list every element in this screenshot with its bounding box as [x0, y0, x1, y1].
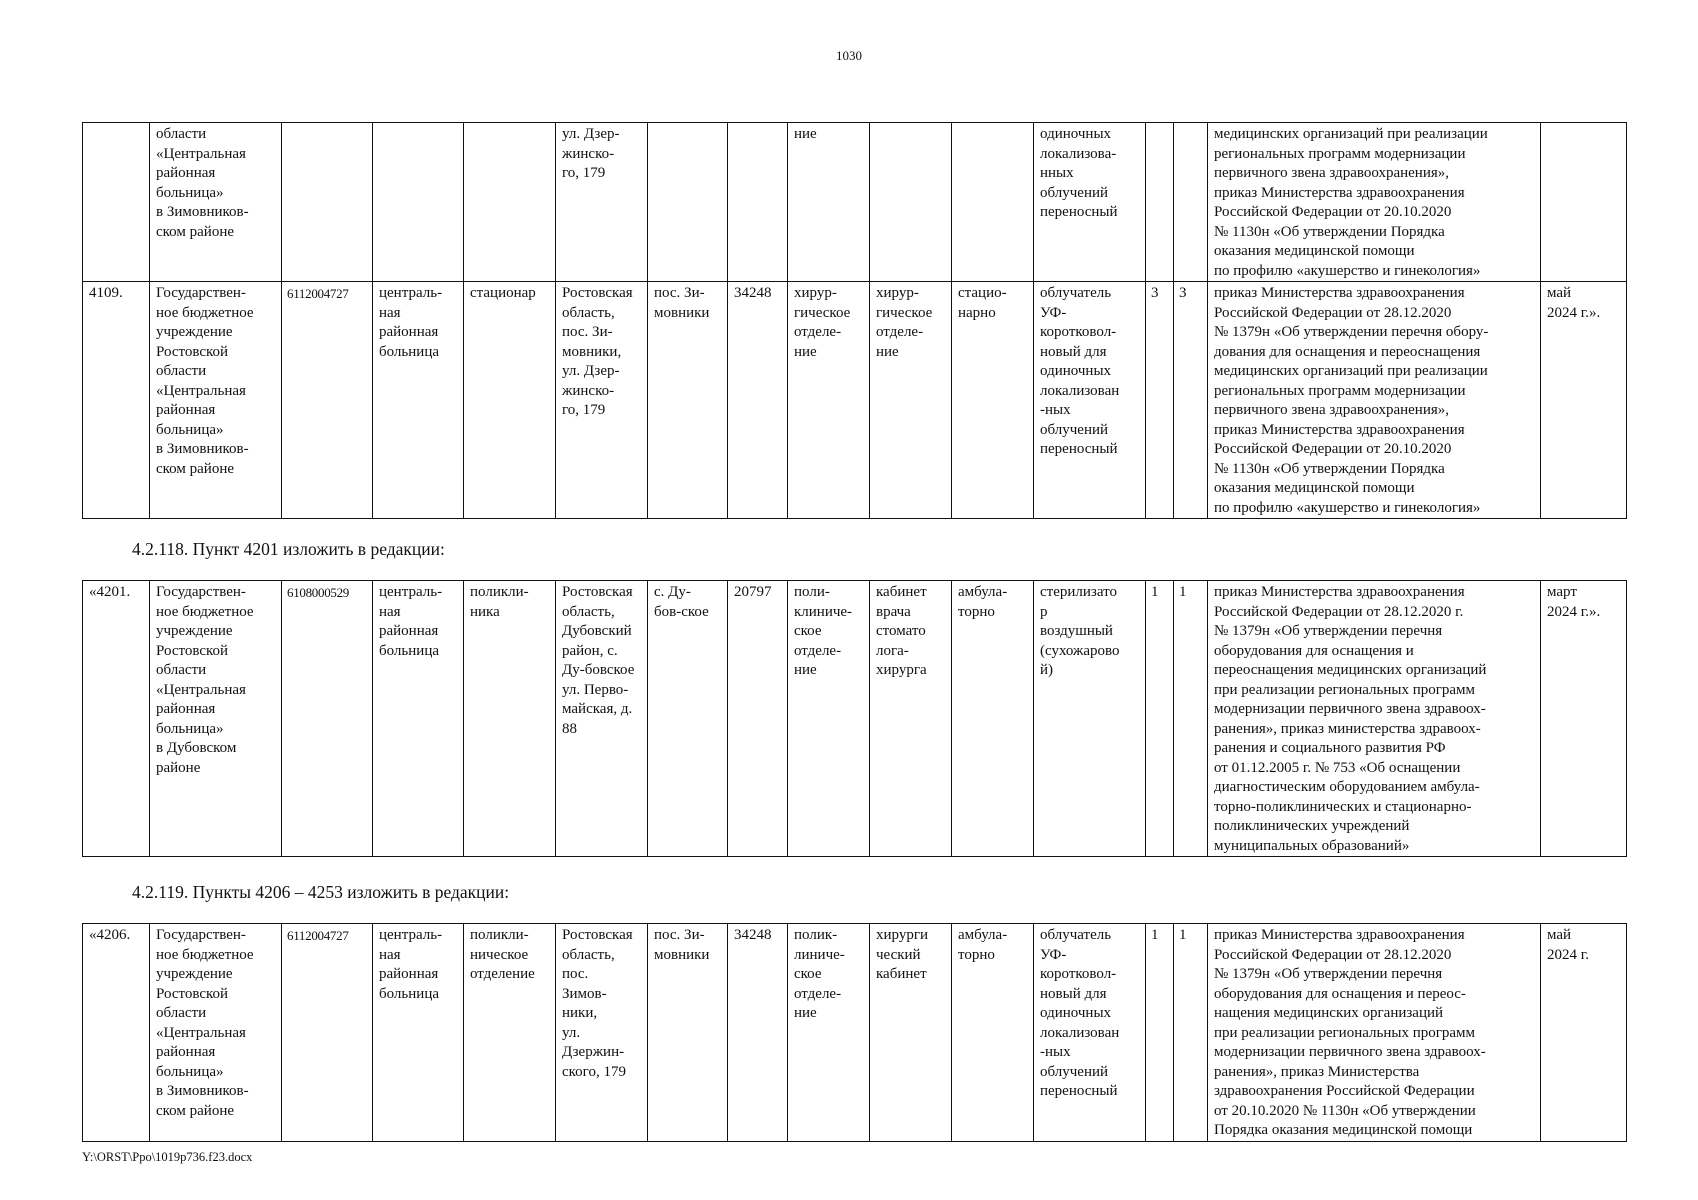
cell-unit-type-text: поликли- ническое отделение [470, 927, 535, 982]
cell-institution-name-text: Государствен- ное бюджетное учреждение Ростовской области «Центральная районная больница» в Дубовском районе [156, 584, 254, 776]
cell-postal-code [728, 282, 788, 519]
cell-equipment-name-text: одиночных локализова- нных облучений переносный [1040, 126, 1118, 220]
cell-institution-type-text: централь- ная районная больница [379, 285, 443, 360]
cell-unit-type [464, 924, 556, 1142]
cell-institution-type [373, 282, 464, 519]
cell-department [788, 581, 870, 857]
cell-inn [282, 282, 373, 519]
cell-room [870, 924, 952, 1142]
heading-4-2-119: 4.2.119. Пункты 4206 – 4253 изложить в редакции: [132, 882, 510, 902]
cell-quantity-b-text: 3 [1179, 285, 1187, 301]
cell-department-text: поли- клиниче- ское отделе- ние [794, 584, 853, 678]
cell-care-mode [952, 924, 1034, 1142]
table-row [83, 581, 1627, 857]
cell-unit-type [464, 282, 556, 519]
cell-department [788, 924, 870, 1142]
cell-item-number [83, 924, 150, 1142]
cell-institution-type [373, 123, 464, 282]
cell-quantity-b [1174, 581, 1208, 857]
cell-locality-text: пос. Зи- мовники [654, 285, 710, 321]
cell-address [556, 924, 648, 1142]
cell-institution-name [150, 924, 282, 1142]
cell-department [788, 282, 870, 519]
cell-institution-name-text: Государствен- ное бюджетное учреждение Ростовской области «Центральная районная больница» в Зимовников- ском районе [156, 927, 254, 1119]
cell-unit-type-text: стационар [470, 285, 536, 301]
cell-institution-name-text: области «Центральная районная больница» в Зимовников- ском районе [156, 126, 249, 240]
cell-institution-name [150, 581, 282, 857]
cell-equipment-name [1034, 282, 1146, 519]
cell-department-text: ние [794, 126, 817, 142]
cell-department-text: полик- линиче- ское отделе- ние [794, 927, 845, 1021]
cell-room-text: хирур- гическое отделе- ние [876, 285, 933, 360]
cell-item-number-text: «4201. [89, 584, 131, 600]
cell-postal-code [728, 581, 788, 857]
cell-inn-text: 6108000529 [287, 585, 350, 600]
cell-care-mode [952, 581, 1034, 857]
cell-quantity-a-text: 1 [1151, 927, 1159, 943]
cell-institution-type-text: централь- ная районная больница [379, 584, 443, 659]
cell-room-text: хирурги ческий кабинет [876, 927, 929, 982]
cell-quantity-a [1146, 581, 1174, 857]
table-row [83, 924, 1627, 1142]
heading-4-2-118: 4.2.118. Пункт 4201 изложить в редакции: [132, 539, 445, 559]
cell-item-number-text: «4206. [89, 927, 131, 943]
cell-address [556, 581, 648, 857]
cell-deadline [1541, 123, 1627, 282]
cell-equipment-name [1034, 924, 1146, 1142]
cell-address-text: ул. Дзер- жинско- го, 179 [562, 126, 620, 181]
cell-institution-name [150, 123, 282, 282]
cell-deadline-text: май 2024 г. [1547, 927, 1589, 963]
cell-unit-type-text: поликли- ника [470, 584, 529, 620]
cell-inn-text: 6112004727 [287, 928, 349, 943]
cell-inn [282, 924, 373, 1142]
cell-care-mode-text: амбула- торно [958, 584, 1008, 620]
cell-postal-code [728, 924, 788, 1142]
cell-inn [282, 123, 373, 282]
cell-locality [648, 123, 728, 282]
cell-quantity-a [1146, 282, 1174, 519]
cell-institution-type-text: централь- ная районная больница [379, 927, 443, 1002]
cell-legal-basis [1208, 924, 1541, 1142]
cell-quantity-b [1174, 924, 1208, 1142]
cell-equipment-name-text: стерилизато р воздушный (сухожарово й) [1040, 584, 1120, 678]
cell-room [870, 282, 952, 519]
cell-inn [282, 581, 373, 857]
table-row [83, 123, 1627, 282]
cell-room [870, 123, 952, 282]
footer-file-path: Y:\ORST\Ppo\1019p736.f23.docx [82, 1150, 253, 1164]
page-number: 1030 [836, 48, 862, 63]
cell-address-text: Ростовская область, пос. Зи- мовники, ул. Дзер- жинско- го, 179 [562, 285, 633, 418]
cell-address-text: Ростовская область, Дубовский район, с. Ду-бовское ул. Перво- майская, д. 88 [562, 584, 635, 737]
cell-room [870, 581, 952, 857]
cell-item-number [83, 123, 150, 282]
cell-deadline-text: март 2024 г.». [1547, 584, 1601, 620]
cell-care-mode-text: стацио- нарно [958, 285, 1007, 321]
cell-deadline-text: май 2024 г.». [1547, 285, 1601, 321]
cell-locality [648, 282, 728, 519]
cell-item-number [83, 581, 150, 857]
cell-room-text: кабинет врача стомато лога- хирурга [876, 584, 927, 678]
cell-item-number-text: 4109. [89, 285, 123, 301]
cell-quantity-b [1174, 282, 1208, 519]
cell-equipment-name [1034, 581, 1146, 857]
cell-unit-type [464, 123, 556, 282]
cell-address [556, 123, 648, 282]
cell-legal-basis-text: медицинских организаций при реализации региональных программ модернизации первичного звена здравоохранения», приказ Министерства здравоохранения Российской Федерации от 20.10.2020 № 1130н «Об утверждении Порядка оказания медицинской помощи по профилю «акушерство и гинекология» [1214, 126, 1488, 279]
cell-department-text: хирур- гическое отделе- ние [794, 285, 851, 360]
cell-locality-text: пос. Зи- мовники [654, 927, 710, 963]
cell-postal-code-text: 20797 [734, 584, 772, 600]
cell-quantity-a-text: 1 [1151, 584, 1159, 600]
cell-institution-name-text: Государствен- ное бюджетное учреждение Ростовской области «Центральная районная больница» в Зимовников- ском районе [156, 285, 254, 477]
cell-institution-type [373, 924, 464, 1142]
cell-equipment-name-text: облучатель УФ- коротковол- новый для одиночных локализован -ных облучений переносный [1040, 285, 1120, 457]
cell-quantity-a-text: 3 [1151, 285, 1159, 301]
cell-equipment-name [1034, 123, 1146, 282]
cell-locality [648, 581, 728, 857]
cell-legal-basis [1208, 581, 1541, 857]
cell-deadline [1541, 924, 1627, 1142]
cell-quantity-b [1174, 123, 1208, 282]
cell-address-text: Ростовская область, пос. Зимов- ники, ул. Дзержин- ского, 179 [562, 927, 633, 1080]
cell-item-number [83, 282, 150, 519]
cell-equipment-name-text: облучатель УФ- коротковол- новый для одиночных локализован -ных облучений переносный [1040, 927, 1120, 1099]
cell-quantity-a [1146, 924, 1174, 1142]
cell-postal-code [728, 123, 788, 282]
cell-legal-basis-text: приказ Министерства здравоохранения Российской Федерации от 28.12.2020 г. № 1379н «Об утверждении перечня оборудования для оснащения и переоснащения медицинских организаций при реализации региональных программ модернизации первичного звена здравоох- ранения», приказ министерства здравоох- ранения и социального развития РФ от 01.12.2005 г. № 753 «Об оснащении диагностическим оборудованием амбула- торно-поликлинических и стационарно- поликлинических учреждений муниципальных образований» [1214, 584, 1487, 854]
equipment-table-item-4201 [82, 580, 1627, 857]
cell-department [788, 123, 870, 282]
cell-care-mode [952, 282, 1034, 519]
cell-locality [648, 924, 728, 1142]
cell-deadline [1541, 282, 1627, 519]
cell-institution-name [150, 282, 282, 519]
cell-quantity-b-text: 1 [1179, 584, 1187, 600]
equipment-table-continuation [82, 122, 1627, 519]
cell-legal-basis-text: приказ Министерства здравоохранения Российской Федерации от 28.12.2020 № 1379н «Об утверждении перечня оборудования для оснащения и переос- нащения медицинских организаций при реализации региональных программ модернизации первичного звена здравоох- ранения», приказ Министерства здравоохранения Российской Федерации от 20.10.2020 № 1130н «Об утверждении Порядка оказания медицинской помощи [1214, 927, 1486, 1138]
cell-institution-type [373, 581, 464, 857]
cell-quantity-a [1146, 123, 1174, 282]
cell-quantity-b-text: 1 [1179, 927, 1187, 943]
cell-postal-code-text: 34248 [734, 285, 772, 301]
cell-legal-basis [1208, 282, 1541, 519]
cell-care-mode [952, 123, 1034, 282]
cell-legal-basis-text: приказ Министерства здравоохранения Российской Федерации от 28.12.2020 № 1379н «Об утверждении перечня обору- дования для оснащения и переоснащения медицинских организаций при реализации региональных программ модернизации первичного звена здравоохранения», приказ Министерства здравоохранения Российской Федерации от 20.10.2020 № 1130н «Об утверждении Порядка оказания медицинской помощи по профилю «акушерство и гинекология» [1214, 285, 1489, 516]
cell-locality-text: с. Ду- бов-ское [654, 584, 709, 620]
cell-postal-code-text: 34248 [734, 927, 772, 943]
cell-address [556, 282, 648, 519]
cell-inn-text: 6112004727 [287, 286, 349, 301]
table-row [83, 282, 1627, 519]
cell-unit-type [464, 581, 556, 857]
cell-legal-basis [1208, 123, 1541, 282]
cell-care-mode-text: амбула- торно [958, 927, 1008, 963]
equipment-table-item-4206 [82, 923, 1627, 1142]
cell-deadline [1541, 581, 1627, 857]
